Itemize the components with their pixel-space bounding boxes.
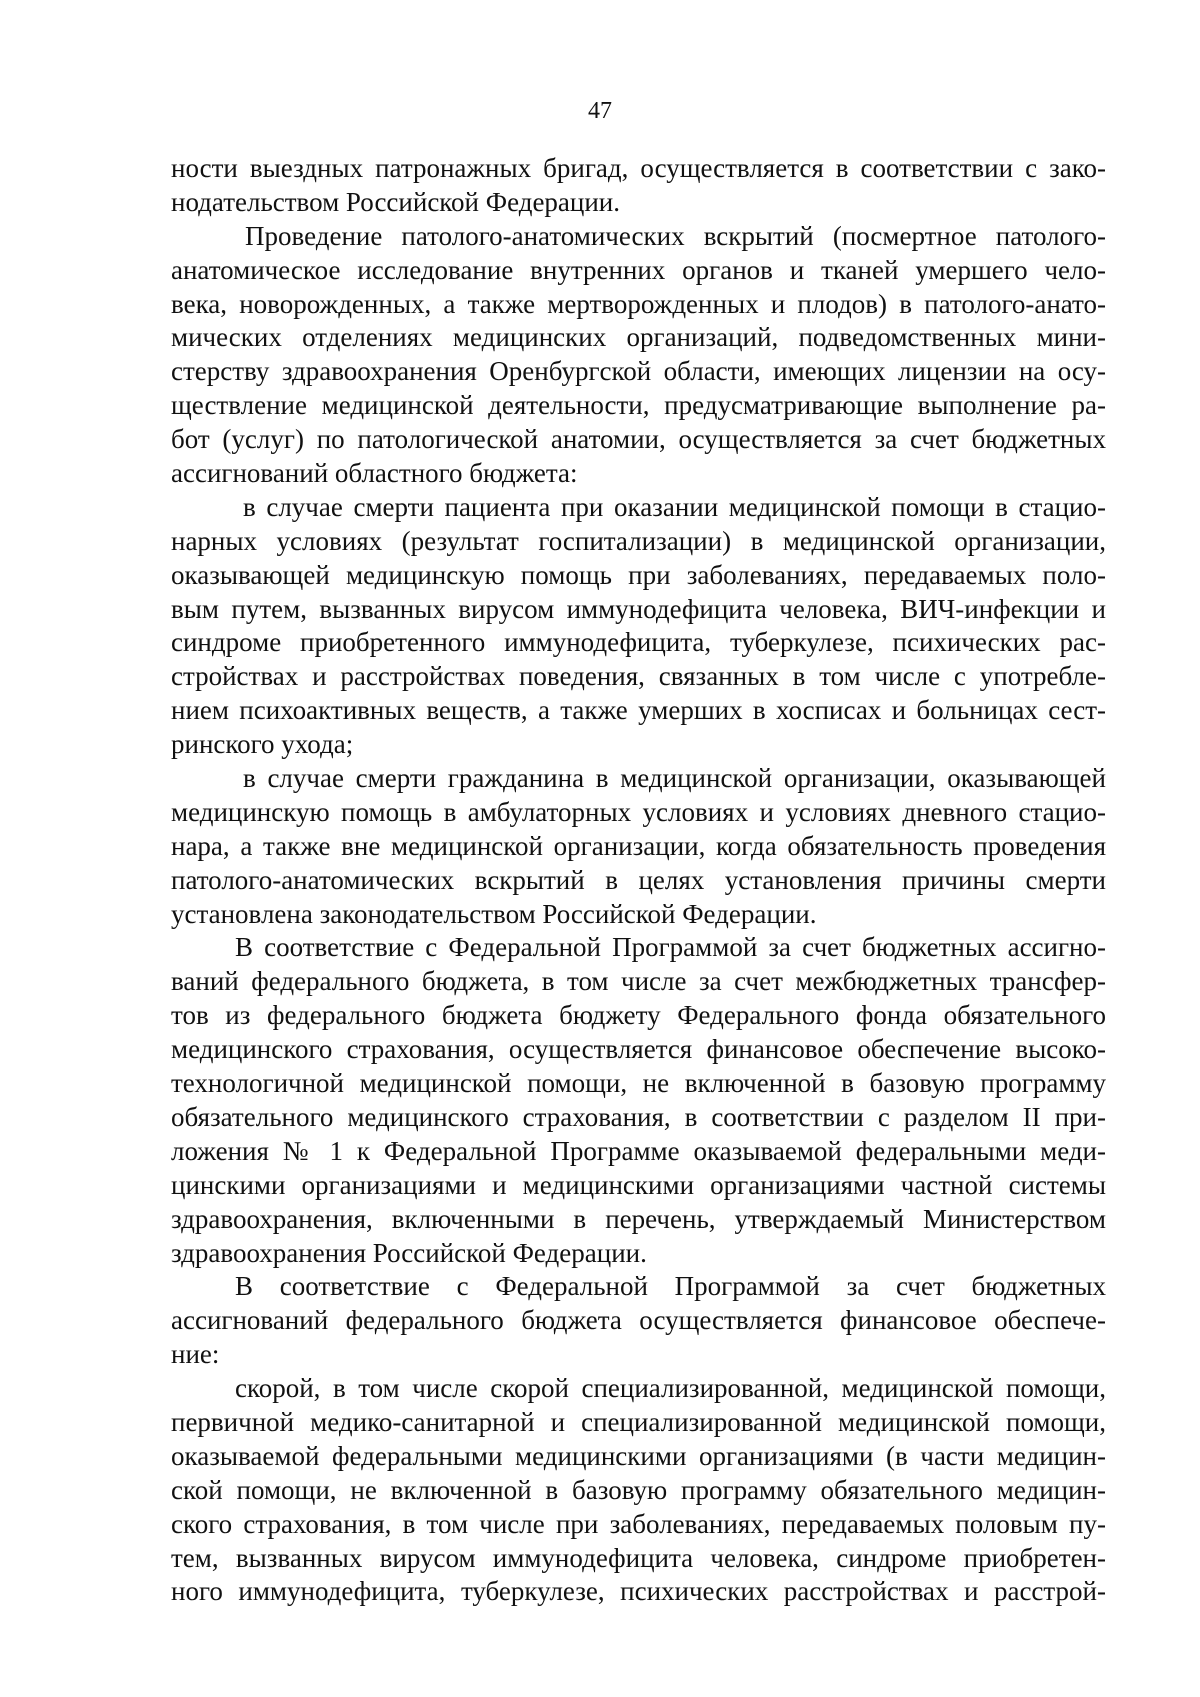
text-line: века, новорожденных, а также мертворожденных и плодов) в патолого-анато- (171, 288, 1106, 319)
text-line: стерству здравоохранения Оренбургской области, имеющих лицензии на осу- (171, 356, 1106, 387)
text-line: обязательного медицинского страхования, в соответствии с разделом II при- (171, 1101, 1106, 1132)
text-line: скорой, в том числе скорой специализированной, медицинской помощи, (235, 1373, 1106, 1404)
text-line: тов из федерального бюджета бюджету Федерального фонда обязательного (171, 1000, 1106, 1031)
text-line: первичной медико-санитарной и специализированной медицинской помощи, (171, 1406, 1106, 1437)
text-line: бот (услуг) по патологической анатомии, осуществляется за счет бюджетных (171, 424, 1106, 455)
text-line: ринского ухода; (171, 729, 354, 760)
text-line: ваний федерального бюджета, в том числе за счет межбюджетных трансфер- (171, 966, 1106, 997)
text-line: синдроме приобретенного иммунодефицита, туберкулезе, психических рас- (171, 627, 1106, 658)
text-line: в случае смерти пациента при оказании медицинской помощи в стацио- (243, 491, 1106, 522)
text-line: ности выездных патронажных бригад, осуществляется в соответствии с зако- (171, 153, 1106, 183)
text-line: ложения № 1 к Федеральной Программе оказываемой федеральными меди- (171, 1135, 1106, 1166)
text-line: тем, вызванных вирусом иммунодефицита человека, синдроме приобретен- (171, 1542, 1106, 1573)
text-line: В соответствие с Федеральной Программой за счет бюджетных ассигно- (235, 932, 1106, 963)
text-line: оказываемой федеральными медицинскими организациями (в части медицин- (171, 1440, 1106, 1471)
text-line: ние: (171, 1339, 220, 1370)
text-line: ского страхования, в том числе при заболеваниях, передаваемых половым пу- (171, 1508, 1106, 1539)
document-body (171, 152, 1106, 1609)
text-line: ассигнований областного бюджета: (171, 458, 578, 489)
text-line: анатомическое исследование внутренних органов и тканей умершего чело- (171, 254, 1106, 285)
text-line: ассигнований федерального бюджета осуществляется финансовое обеспече- (171, 1305, 1106, 1336)
text-line: нарных условиях (результат госпитализации) в медицинской организации, (171, 525, 1106, 556)
paragraph-emergency-care (171, 1372, 1106, 1609)
text-line: здравоохранения Российской Федерации. (171, 1237, 647, 1268)
paragraph-high-tech-care (171, 931, 1106, 1270)
paragraph-patronage-continuation (171, 152, 1106, 220)
text-line: здравоохранения, включенными в перечень, утверждаемый Министерством (171, 1203, 1106, 1234)
text-line: В соответствие с Федеральной Программой за счет бюджетных (235, 1271, 1106, 1302)
paragraph-autopsies (171, 220, 1106, 491)
text-line: нием психоактивных веществ, а также умерших в хосписах и больницах сест- (171, 695, 1106, 726)
paragraph-citizen-death-case (171, 762, 1106, 931)
paragraph-federal-funding-intro (171, 1270, 1106, 1372)
text-line: патолого-анатомических вскрытий в целях установления причины смерти (171, 864, 1106, 895)
text-line: установлена законодательством Российской Федерации. (171, 898, 817, 929)
text-line: медицинского страхования, осуществляется финансовое обеспечение высоко- (171, 1034, 1106, 1065)
text-line: в случае смерти гражданина в медицинской организации, оказывающей (243, 763, 1106, 794)
text-line: цинскими организациями и медицинскими организациями частной системы (171, 1169, 1106, 1200)
page-number: 47 (588, 98, 612, 124)
text-line: ного иммунодефицита, туберкулезе, психических расстройствах и расстрой- (171, 1576, 1106, 1607)
text-line: ской помощи, не включенной в базовую программу обязательного медицин- (171, 1474, 1106, 1505)
text-line: вым путем, вызванных вирусом иммунодефицита человека, ВИЧ-инфекции и (171, 593, 1106, 624)
text-line: ществление медицинской деятельности, предусматривающие выполнение ра- (171, 390, 1106, 421)
text-line: нодательством Российской Федерации. (171, 186, 621, 217)
text-line: оказывающей медицинскую помощь при заболеваниях, передаваемых поло- (171, 559, 1106, 590)
text-line: медицинскую помощь в амбулаторных условиях и условиях дневного стацио- (171, 796, 1106, 827)
text-line: стройствах и расстройствах поведения, связанных в том числе с употребле- (171, 661, 1106, 692)
text-line: Проведение патолого-анатомических вскрытий (посмертное патолого- (245, 220, 1106, 251)
text-line: нара, а также вне медицинской организации, когда обязательность проведения (171, 830, 1106, 861)
paragraph-patient-death-case (171, 491, 1106, 762)
text-line: мических отделениях медицинских организаций, подведомственных мини- (171, 322, 1106, 353)
text-line: технологичной медицинской помощи, не включенной в базовую программу (171, 1068, 1106, 1099)
